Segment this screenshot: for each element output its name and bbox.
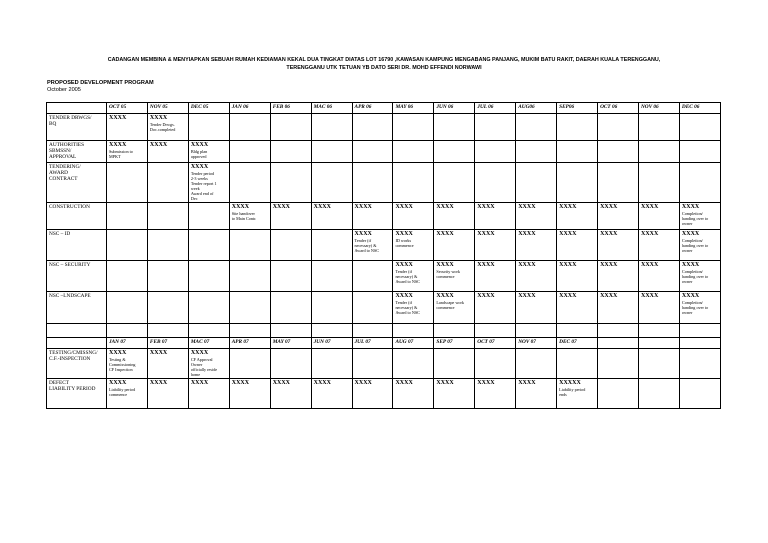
schedule-cell: XXXX Completion/ handing over to owner [679,261,720,292]
row-label: TESTING/CMISSNG/ C.F.-INSPECTION [47,349,107,379]
schedule-cell [311,163,352,203]
month-header: JUL 06 [475,103,516,114]
month-header: MAC 07 [188,338,229,349]
month-header: DEC 07 [557,338,598,349]
schedule-cell [270,141,311,163]
schedule-cell [270,292,311,324]
schedule-cell [352,261,393,292]
schedule-cell [352,114,393,141]
schedule-cell [229,324,270,338]
schedule-cell [311,324,352,338]
schedule-cell [229,261,270,292]
schedule-cell [229,163,270,203]
schedule-cell: XXXX [475,261,516,292]
schedule-cell [311,114,352,141]
schedule-cell [679,349,720,379]
schedule-cell [598,338,639,349]
table-row-nsc-id [47,230,721,261]
schedule-cell [475,163,516,203]
schedule-cell [270,230,311,261]
schedule-cell: XXXX [598,230,639,261]
schedule-cell [679,324,720,338]
schedule-cell: XXXX CF Approval Owner officially reside home [188,349,229,379]
month-header: DEC 05 [188,103,229,114]
schedule-cell [679,141,720,163]
month-header-row-2007 [47,338,721,349]
schedule-cell [557,141,598,163]
schedule-cell: XXXX Tender Drwgs. Doc.completed [147,114,188,141]
month-header: SEP 07 [434,338,475,349]
schedule-cell: XXXX [516,203,557,230]
schedule-cell [107,203,148,230]
schedule-cell [188,230,229,261]
month-header: JUN 07 [311,338,352,349]
schedule-cell: XXXX [475,379,516,409]
month-header: MAY 07 [270,338,311,349]
schedule-cell: XXXX Tender (if necessary) & Award to NSC [352,230,393,261]
schedule-cell: XXXX [598,292,639,324]
month-header-row-2005-2006 [47,103,721,114]
schedule-cell [638,349,679,379]
month-header: NOV 05 [147,103,188,114]
month-header: APR 06 [352,103,393,114]
month-header: AUG 07 [393,338,434,349]
schedule-cell: XXXX [516,261,557,292]
schedule-cell: XXXX [188,379,229,409]
month-header: MAY 06 [393,103,434,114]
schedule-cell [229,141,270,163]
schedule-cell: XXXX [516,292,557,324]
month-header: NOV 07 [516,338,557,349]
schedule-cell [598,379,639,409]
schedule-cell [516,141,557,163]
month-header: APR 07 [229,338,270,349]
program-schedule-table [46,102,721,409]
schedule-cell: XXXX Tender (if necessary) & Award to NSC [393,292,434,324]
row-label [47,324,107,338]
schedule-cell [557,349,598,379]
schedule-cell: XXXX [434,230,475,261]
schedule-cell: XXXX Landscape work commence [434,292,475,324]
schedule-cell [434,141,475,163]
schedule-cell [475,324,516,338]
schedule-cell [434,163,475,203]
schedule-cell [393,163,434,203]
schedule-cell [393,114,434,141]
schedule-cell [393,349,434,379]
schedule-cell [311,141,352,163]
schedule-cell [352,141,393,163]
schedule-cell [516,114,557,141]
month-header: JUN 06 [434,103,475,114]
table-row-nsc-landscape [47,292,721,324]
schedule-cell: XXXX [516,230,557,261]
header-corner-cell [47,103,107,114]
month-header: AUG06 [516,103,557,114]
schedule-cell: XXXX [147,141,188,163]
schedule-cell: XXXX [147,379,188,409]
schedule-cell [638,141,679,163]
schedule-cell: XXXX [434,203,475,230]
schedule-cell [352,349,393,379]
schedule-cell [311,292,352,324]
schedule-cell [147,292,188,324]
schedule-cell [638,324,679,338]
table-row-defect-liability [47,379,721,409]
schedule-cell [270,114,311,141]
schedule-cell [188,261,229,292]
schedule-cell [229,292,270,324]
schedule-cell: XXXX Completion/ handing over to owner [679,230,720,261]
schedule-cell [557,163,598,203]
schedule-cell [475,349,516,379]
schedule-cell: XXXX [393,379,434,409]
schedule-cell [229,230,270,261]
month-header: NOV 06 [638,103,679,114]
month-header: DEC 06 [679,103,720,114]
schedule-cell: XXXX [557,203,598,230]
schedule-cell: XXXX Tender (if necessary) & Award to NSC [393,261,434,292]
schedule-cell [638,379,679,409]
schedule-cell: XXXX [311,203,352,230]
schedule-cell [147,261,188,292]
schedule-cell [352,292,393,324]
schedule-cell: XXXX [475,230,516,261]
schedule-cell: XXXX [557,292,598,324]
schedule-cell: XXXX [598,261,639,292]
row-label: NSC – ID [47,230,107,261]
schedule-cell: XXXX [311,379,352,409]
schedule-cell [270,163,311,203]
schedule-cell [352,324,393,338]
schedule-cell [516,349,557,379]
schedule-cell: XXXX [393,203,434,230]
schedule-cell: XXXX [638,203,679,230]
table-row-tender-drawings [47,114,721,141]
schedule-cell: XXXX Tender period 2-3 weeks Tender report 1 week Award end of Dec [188,163,229,203]
month-header: OCT 07 [475,338,516,349]
table-row-tendering [47,163,721,203]
schedule-cell [557,324,598,338]
schedule-cell: XXXX [352,203,393,230]
schedule-cell [679,114,720,141]
schedule-cell [311,261,352,292]
document-title-line-2: TERENGGANU UTK TETUAN YB DATO SERI DR. MOHD EFFENDI NORWAWI [286,65,482,71]
program-date: October 2005 [47,87,81,93]
row-label: AUTHORITIES SBMSSN/ APPROVAL [47,141,107,163]
schedule-cell [638,163,679,203]
schedule-cell: XXXX Site handover to Main Contr. [229,203,270,230]
row-label: DEFECT LIABILITY PERIOD [47,379,107,409]
schedule-cell: XXXX Bldg plan approved [188,141,229,163]
schedule-cell [311,230,352,261]
schedule-cell [638,338,679,349]
schedule-cell: XXXX Completion/ handing over to owner [679,203,720,230]
schedule-cell [598,141,639,163]
schedule-cell [229,114,270,141]
program-title: PROPOSED DEVELOPMENT PROGRAM [47,80,154,86]
schedule-cell [311,349,352,379]
schedule-cell: XXXX [147,349,188,379]
schedule-cell [188,292,229,324]
schedule-cell [679,338,720,349]
schedule-cell [188,324,229,338]
schedule-cell [679,379,720,409]
schedule-cell: XXXX [638,292,679,324]
month-header: OCT 06 [598,103,639,114]
row-label: TENDERING/ AWARD CONTRACT [47,163,107,203]
schedule-cell [147,230,188,261]
schedule-cell [270,261,311,292]
schedule-cell: XXXX [270,379,311,409]
header-corner-cell [47,338,107,349]
document-title-line-1: CADANGAN MEMBINA & MENYIAPKAN SEBUAH RUMAH KEDIAMAN KEKAL DUA TINGKAT DIATAS LOT 16790 ,KAWASAN KAMPUNG MENGABANG PANJANG, MUKIM BATU RAKIT, DAERAH KUALA TERENGGANU, [107,57,661,63]
schedule-cell [147,203,188,230]
schedule-cell [598,114,639,141]
schedule-cell [557,114,598,141]
month-header: JUL 07 [352,338,393,349]
schedule-cell: XXXX [475,203,516,230]
month-header: JAN 06 [229,103,270,114]
month-header: JAN 07 [107,338,148,349]
schedule-cell [107,163,148,203]
schedule-cell [107,261,148,292]
schedule-cell [270,349,311,379]
schedule-cell: XXXX [598,203,639,230]
schedule-cell: XXXX [107,114,148,141]
table-row-testing [47,349,721,379]
schedule-cell [475,114,516,141]
schedule-cell [434,114,475,141]
table-row-nsc-security [47,261,721,292]
row-label: NSC – SECURITY [47,261,107,292]
schedule-cell [188,203,229,230]
schedule-cell: XXXX Testing & Commissioning CF Inspection [107,349,148,379]
schedule-cell: XXXX Completion/ handing over to owner [679,292,720,324]
schedule-cell [107,292,148,324]
schedule-cell: XXXX Submission to MPKT [107,141,148,163]
schedule-cell [598,163,639,203]
row-label: NSC –LNDSCAPE [47,292,107,324]
schedule-cell [270,324,311,338]
schedule-cell [598,324,639,338]
schedule-cell: XXXX [638,230,679,261]
schedule-cell [107,324,148,338]
schedule-cell: XXXX Liability period commence [107,379,148,409]
schedule-cell: XXXX [270,203,311,230]
schedule-cell: XXXX [557,230,598,261]
table-row-construction [47,203,721,230]
schedule-cell [147,324,188,338]
month-header: MAC 06 [311,103,352,114]
table-row-authorities [47,141,721,163]
schedule-cell: XXXX [638,261,679,292]
schedule-cell: XXXX [229,379,270,409]
schedule-cell [107,230,148,261]
schedule-cell [516,324,557,338]
schedule-cell: XXXX [516,379,557,409]
month-header: SEP06 [557,103,598,114]
schedule-cell [147,163,188,203]
schedule-cell: XXXX [434,379,475,409]
schedule-cell [434,324,475,338]
schedule-cell [638,114,679,141]
month-header: FEB 07 [147,338,188,349]
schedule-cell: XXXX ID works commence [393,230,434,261]
schedule-cell [229,349,270,379]
schedule-cell [352,163,393,203]
row-label: CONSTRUCTION [47,203,107,230]
row-label: TENDER DRWGS/ BQ [47,114,107,141]
schedule-cell [188,114,229,141]
schedule-cell [598,349,639,379]
schedule-cell [679,163,720,203]
table-row-empty [47,324,721,338]
schedule-cell [393,141,434,163]
schedule-cell [475,141,516,163]
schedule-cell: XXXXX Liability period ends [557,379,598,409]
schedule-cell [434,349,475,379]
schedule-cell [393,324,434,338]
schedule-cell: XXXX [557,261,598,292]
schedule-cell: XXXX Security work commence [434,261,475,292]
schedule-cell: XXXX [352,379,393,409]
month-header: OCT 05 [107,103,148,114]
schedule-cell: XXXX [475,292,516,324]
schedule-cell [516,163,557,203]
month-header: FEB 06 [270,103,311,114]
